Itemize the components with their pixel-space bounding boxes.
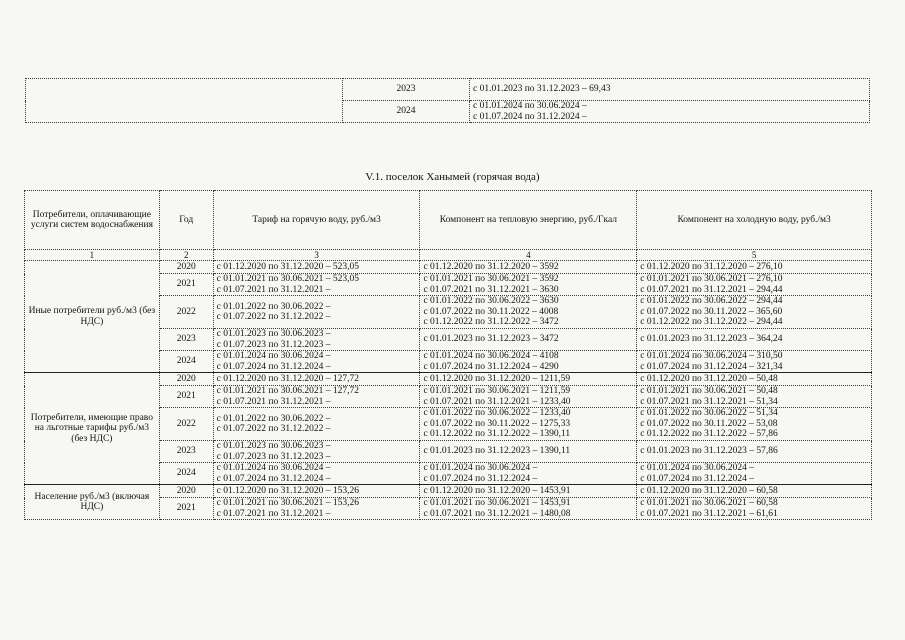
year-cell: 2023 — [343, 79, 470, 101]
period-line: с 01.01.2022 по 30.06.2022 – 51,34 — [640, 408, 778, 419]
period-line: с 01.12.2022 по 31.12.2022 – 57,86 — [640, 429, 778, 440]
heat-component-cell — [420, 441, 637, 463]
period-line: с 01.07.2021 по 31.12.2021 – 3630 — [423, 284, 559, 295]
period-line: с 01.01.2023 по 31.12.2023 – 69,43 — [473, 84, 611, 95]
period-line: с 01.07.2022 по 31.12.2022 – — [216, 424, 331, 434]
header-year: Год — [159, 191, 213, 250]
heat-component-cell — [420, 296, 637, 329]
period-line: с 01.01.2021 по 30.06.2021 – 50,48 — [640, 386, 778, 396]
period-line: с 01.12.2020 по 31.12.2020 – 523,05 — [216, 261, 359, 272]
tariff-cell — [213, 296, 420, 329]
column-number: 2 — [159, 250, 213, 261]
period-line: с 01.01.2021 по 30.06.2021 – 153,26 — [216, 498, 359, 508]
period-line: с 01.12.2022 по 31.12.2022 – 294,44 — [640, 317, 783, 328]
period-line: с 01.01.2022 по 30.06.2022 – 294,44 — [640, 296, 783, 307]
period-line: с 01.01.2023 по 31.12.2023 – 57,86 — [640, 446, 778, 457]
heat-component-cell — [420, 274, 637, 296]
period-line: с 01.01.2021 по 30.06.2021 – 1453,91 — [423, 498, 571, 508]
period-line: с 01.12.2020 по 31.12.2020 – 127,72 — [216, 373, 359, 384]
cold-component-cell — [637, 441, 872, 463]
period-line: с 01.07.2021 по 31.12.2021 – 61,61 — [640, 508, 778, 519]
cold-component-cell — [637, 463, 872, 485]
year-cell: 2022 — [159, 296, 213, 329]
period-line: с 01.12.2020 по 31.12.2020 – 153,26 — [216, 485, 359, 496]
period-line: с 01.12.2022 по 31.12.2022 – 3472 — [423, 317, 559, 328]
tariff-cell — [213, 329, 420, 351]
tariff-cell — [213, 274, 420, 296]
cold-component-cell — [637, 408, 872, 441]
period-line: с 01.01.2023 по 31.12.2023 – 3472 — [423, 334, 559, 345]
year-cell: 2024 — [343, 101, 470, 123]
year-cell: 2020 — [159, 485, 213, 498]
year-cell: 2024 — [159, 351, 213, 373]
tariff-cell — [213, 485, 420, 498]
period-line: с 01.07.2024 по 31.12.2024 – 321,34 — [640, 361, 783, 372]
period-line: с 01.01.2021 по 30.06.2021 – 3592 — [423, 274, 559, 284]
year-cell: 2023 — [159, 441, 213, 463]
period-line: с 01.07.2021 по 31.12.2021 – 51,34 — [640, 396, 778, 407]
cold-component-cell — [637, 485, 872, 498]
tariff-cell — [213, 373, 420, 386]
consumer-category: Население руб./м3 (включая НДС) — [25, 485, 160, 520]
period-line: с 01.12.2020 по 31.12.2020 – 276,10 — [640, 261, 783, 272]
cold-component-cell — [637, 351, 872, 373]
period-line: с 01.01.2021 по 30.06.2021 – 127,72 — [216, 386, 359, 396]
period-line: с 01.01.2024 по 30.06.2024 – 4108 — [423, 351, 559, 361]
period-line: с 01.07.2024 по 31.12.2024 – — [216, 361, 331, 372]
period-line: с 01.01.2024 по 30.06.2024 – — [216, 351, 331, 361]
period-line: с 01.01.2022 по 30.06.2022 – — [216, 413, 331, 424]
header-consumers: Потребители, оплачивающие услуги систем водоснабжения — [25, 191, 160, 250]
heat-component-cell — [420, 408, 637, 441]
period-line: с 01.01.2022 по 30.06.2022 – 1233,40 — [423, 408, 571, 419]
period-line: с 01.07.2021 по 31.12.2021 – — [216, 396, 331, 407]
period-line: с 01.07.2022 по 31.12.2022 – — [216, 312, 331, 322]
period-line: с 01.07.2024 по 31.12.2024 – — [423, 473, 538, 484]
column-number: 4 — [420, 250, 637, 261]
period-line: с 01.01.2024 по 30.06.2024 – — [423, 463, 538, 473]
cold-component-cell — [637, 373, 872, 386]
cold-component-cell — [637, 261, 872, 274]
year-cell: 2024 — [159, 463, 213, 485]
heat-component-cell — [420, 498, 637, 520]
period-line: с 01.07.2024 по 31.12.2024 – — [216, 473, 331, 484]
year-cell: 2020 — [159, 261, 213, 274]
period-line: с 01.01.2021 по 30.06.2021 – 523,05 — [216, 274, 359, 284]
period-line: с 01.07.2022 по 30.11.2022 – 53,08 — [640, 418, 778, 429]
period-line: с 01.01.2024 по 30.06.2024 – — [640, 463, 755, 473]
table-row — [25, 261, 872, 274]
period-line: с 01.07.2024 по 31.12.2024 – 4290 — [423, 361, 559, 372]
consumer-category: Иные потребители руб./м3 (без НДС) — [25, 261, 160, 373]
year-cell: 2023 — [159, 329, 213, 351]
column-number: 1 — [25, 250, 160, 261]
column-number: 3 — [213, 250, 420, 261]
period-line: с 01.07.2023 по 31.12.2023 – — [216, 339, 331, 350]
period-line: с 01.01.2021 по 30.06.2021 – 276,10 — [640, 274, 783, 284]
year-cell: 2021 — [159, 498, 213, 520]
period-line: с 01.07.2021 по 31.12.2021 – 1233,40 — [423, 396, 571, 407]
period-line: с 01.01.2024 по 30.06.2024 – 310,50 — [640, 351, 783, 361]
year-cell: 2022 — [159, 408, 213, 441]
cold-component-cell — [637, 329, 872, 351]
period-line: с 01.07.2022 по 30.11.2022 – 365,60 — [640, 306, 783, 317]
heat-component-cell — [420, 261, 637, 274]
section-title: V.1. поселок Ханымей (горячая вода) — [365, 171, 540, 183]
column-numbers-row — [25, 250, 872, 261]
tariff-cell — [470, 79, 870, 101]
period-line: с 01.01.2023 по 30.06.2023 – — [216, 329, 331, 339]
period-line: с 01.12.2020 по 31.12.2020 – 50,48 — [640, 373, 778, 384]
tariff-cell — [213, 408, 420, 441]
period-line: с 01.01.2021 по 30.06.2021 – 1211,59 — [423, 386, 571, 396]
period-line: с 01.12.2020 по 31.12.2020 – 1211,59 — [423, 373, 571, 384]
period-line: с 01.07.2023 по 31.12.2023 – — [216, 451, 331, 462]
blank-cell — [26, 79, 343, 123]
tariff-cell — [213, 261, 420, 274]
period-line: с 01.01.2022 по 30.06.2022 – — [216, 301, 331, 312]
period-line: с 01.07.2022 по 30.11.2022 – 4008 — [423, 306, 559, 317]
cold-component-cell — [637, 498, 872, 520]
tariff-cell — [470, 101, 870, 123]
period-line: с 01.01.2024 по 30.06.2024 – — [216, 463, 331, 473]
period-line: с 01.01.2023 по 31.12.2023 – 364,24 — [640, 334, 783, 345]
heat-component-cell — [420, 373, 637, 386]
column-number: 5 — [637, 250, 872, 261]
tariff-cell — [213, 498, 420, 520]
period-line: с 01.01.2023 по 30.06.2023 – — [216, 441, 331, 451]
period-line: с 01.12.2020 по 31.12.2020 – 60,58 — [640, 485, 778, 496]
continuation-table — [25, 78, 870, 123]
period-line: с 01.07.2021 по 31.12.2021 – — [216, 284, 331, 295]
heat-component-cell — [420, 463, 637, 485]
header-cold-component: Компонент на холодную воду, руб./м3 — [637, 191, 872, 250]
heat-component-cell — [420, 351, 637, 373]
consumer-category: Потребители, имеющие право на льготные тарифы руб./м3 (без НДС) — [25, 373, 160, 485]
header-tariff: Тариф на горячую воду, руб./м3 — [213, 191, 420, 250]
period-line: с 01.07.2024 по 31.12.2024 – — [640, 473, 755, 484]
heat-component-cell — [420, 329, 637, 351]
heat-component-cell — [420, 386, 637, 408]
header-row — [25, 191, 872, 250]
period-line: с 01.12.2020 по 31.12.2020 – 1453,91 — [423, 485, 571, 496]
period-line: с 01.07.2024 по 31.12.2024 – — [473, 111, 587, 122]
tariff-cell — [213, 463, 420, 485]
period-line: с 01.01.2024 по 30.06.2024 – — [473, 101, 587, 111]
header-heat-component: Компонент на тепловую энергию, руб./Гкал — [420, 191, 637, 250]
table-row — [25, 485, 872, 498]
year-cell: 2020 — [159, 373, 213, 386]
period-line: с 01.07.2021 по 31.12.2021 – 1480,08 — [423, 508, 571, 519]
period-line: с 01.12.2022 по 31.12.2022 – 1390,11 — [423, 429, 571, 440]
period-line: с 01.07.2021 по 31.12.2021 – — [216, 508, 331, 519]
period-line: с 01.12.2020 по 31.12.2020 – 3592 — [423, 261, 559, 272]
tariff-cell — [213, 386, 420, 408]
heat-component-cell — [420, 485, 637, 498]
year-cell: 2021 — [159, 386, 213, 408]
period-line: с 01.01.2021 по 30.06.2021 – 60,58 — [640, 498, 778, 508]
cold-component-cell — [637, 296, 872, 329]
table-row — [25, 373, 872, 386]
year-cell: 2021 — [159, 274, 213, 296]
cold-component-cell — [637, 274, 872, 296]
period-line: с 01.01.2023 по 31.12.2023 – 1390,11 — [423, 446, 571, 457]
tariff-cell — [213, 351, 420, 373]
period-line: с 01.01.2022 по 30.06.2022 – 3630 — [423, 296, 559, 307]
tariff-table — [24, 190, 872, 520]
table-row — [26, 79, 870, 101]
period-line: с 01.07.2021 по 31.12.2021 – 294,44 — [640, 284, 783, 295]
tariff-cell — [213, 441, 420, 463]
period-line: с 01.07.2022 по 30.11.2022 – 1275,33 — [423, 418, 571, 429]
cold-component-cell — [637, 386, 872, 408]
